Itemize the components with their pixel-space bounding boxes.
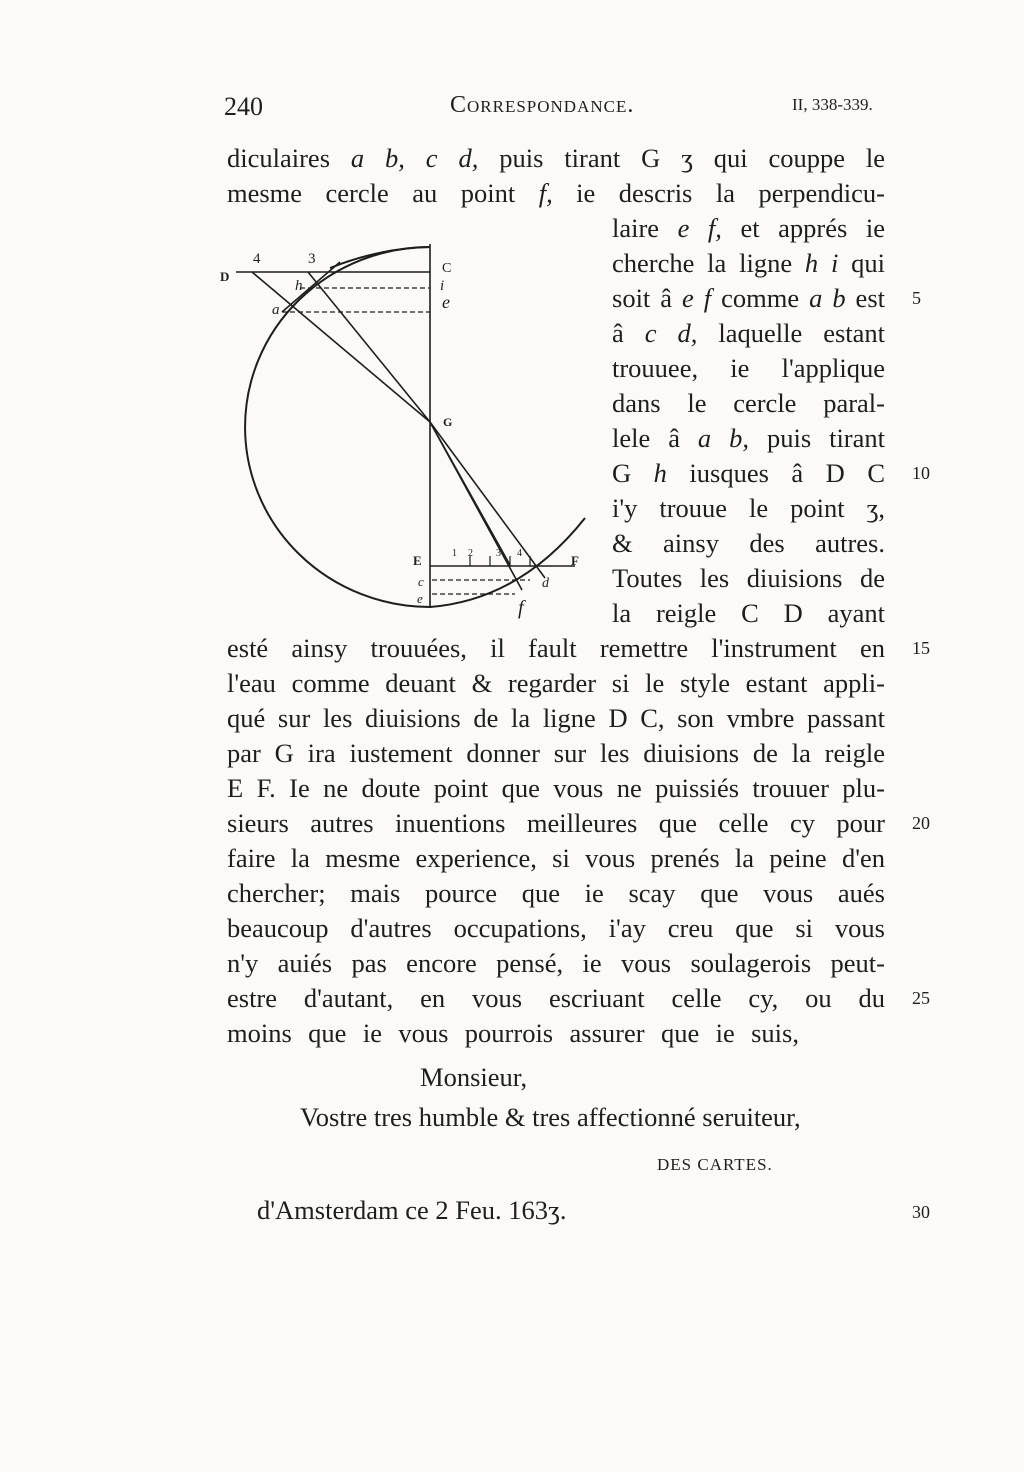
label-G: G: [443, 415, 453, 429]
line-3-g: [308, 272, 430, 422]
text-line-12: & ainsy des autres.: [612, 528, 885, 558]
label-c: c: [418, 574, 424, 589]
line-number-15: 15: [912, 638, 930, 658]
running-header: [0, 92, 1024, 128]
text-line-13: Toutes les diuisions de: [612, 563, 885, 593]
circle-arc: [245, 247, 430, 607]
line-number-5: 5: [912, 288, 921, 308]
line-number-25: 25: [912, 988, 930, 1008]
text-line-4: cherche la ligne h i qui: [612, 248, 885, 278]
text-line-9: lele â a b, puis tirant: [612, 423, 885, 453]
label-h: h: [295, 278, 303, 294]
text-line-26: moins que ie vous pourrois assurer que ie suis,: [227, 1018, 799, 1048]
label-C: C: [442, 261, 452, 276]
text-line-11: i'y trouue le point ʒ,: [612, 493, 885, 523]
valediction: Vostre tres humble & tres affectionné seruiteur,: [300, 1102, 801, 1132]
label-n2: 2: [468, 548, 473, 559]
text-line-2: mesme cercle au point f, ie descris la perpendicu-: [227, 178, 885, 208]
line-number-20: 20: [912, 813, 930, 833]
line-g-e: [430, 422, 510, 565]
text-line-14: la reigle C D ayant: [612, 598, 885, 628]
text-line-1: diculaires a b, c d, puis tirant G ʒ qui couppe le: [227, 143, 886, 173]
text-line-18: par G ira iustement donner sur les diuisions de la reigle: [227, 738, 885, 768]
label-4: 4: [253, 251, 261, 267]
label-e-lower: e: [417, 591, 423, 606]
label-D: D: [220, 269, 230, 284]
volume-reference: II, 338-339.: [792, 95, 873, 114]
text-line-7: trouuee, ie l'applique: [612, 353, 885, 383]
text-line-15: esté ainsy trouuées, il fault remettre l'instrument en: [227, 633, 885, 663]
text-line-25: estre d'autant, en vous escriuant celle cy, ou du: [227, 983, 885, 1013]
text-line-10: G h iusques â D C: [612, 458, 886, 488]
text-line-21: faire la mesme experience, si vous prenés la peine d'en: [227, 843, 885, 873]
line-number-10: 10: [912, 463, 930, 483]
label-n1: 1: [452, 548, 457, 559]
page-number: 240: [224, 92, 263, 121]
text-line-5: soit â e f comme a b est: [612, 283, 885, 313]
label-n3: 3: [496, 548, 501, 559]
text-line-3: laire e f, et apprés ie: [612, 213, 885, 243]
line-g-d: [430, 422, 545, 578]
label-i: i: [440, 278, 445, 294]
salutation: Monsieur,: [420, 1062, 528, 1092]
label-E: E: [413, 553, 422, 568]
upper-arc: [330, 247, 430, 268]
text-line-6: â c d, laquelle estant: [612, 318, 886, 348]
label-e-upper: e: [442, 292, 450, 312]
text-line-22: chercher; mais pource que ie scay que vous aués: [227, 878, 885, 908]
text-line-24: n'y auiés pas encore pensé, ie vous soulagerois peut-: [227, 948, 885, 978]
dateline: d'Amsterdam ce 2 Feu. 163ʒ.: [257, 1195, 567, 1225]
label-f: f: [518, 597, 524, 619]
line-d-g: [252, 272, 430, 422]
label-a: a: [272, 302, 280, 318]
signature: DES CARTES.: [657, 1155, 773, 1174]
label-F: F: [571, 553, 579, 568]
text-line-17: qué sur les diuisions de la ligne D C, son vmbre passant: [227, 703, 885, 733]
text-line-19: E F. Ie ne doute point que vous ne puissiés trouuer plu-: [227, 773, 885, 803]
text-line-23: beaucoup d'autres occupations, i'ay creu que si vous: [227, 913, 885, 943]
text-line-20: sieurs autres inuentions meilleures que celle cy pour: [227, 808, 885, 838]
line-number-30: 30: [912, 1202, 930, 1222]
label-n4: 4: [517, 548, 522, 559]
label-d: d: [542, 576, 549, 591]
running-title: Correspondance.: [450, 92, 635, 118]
label-3: 3: [308, 251, 316, 267]
text-line-16: l'eau comme deuant & regarder si le style estant appli-: [227, 668, 885, 698]
text-line-8: dans le cercle paral-: [612, 388, 885, 418]
geometric-figure: [210, 240, 610, 640]
line-a-cross: [282, 262, 340, 312]
